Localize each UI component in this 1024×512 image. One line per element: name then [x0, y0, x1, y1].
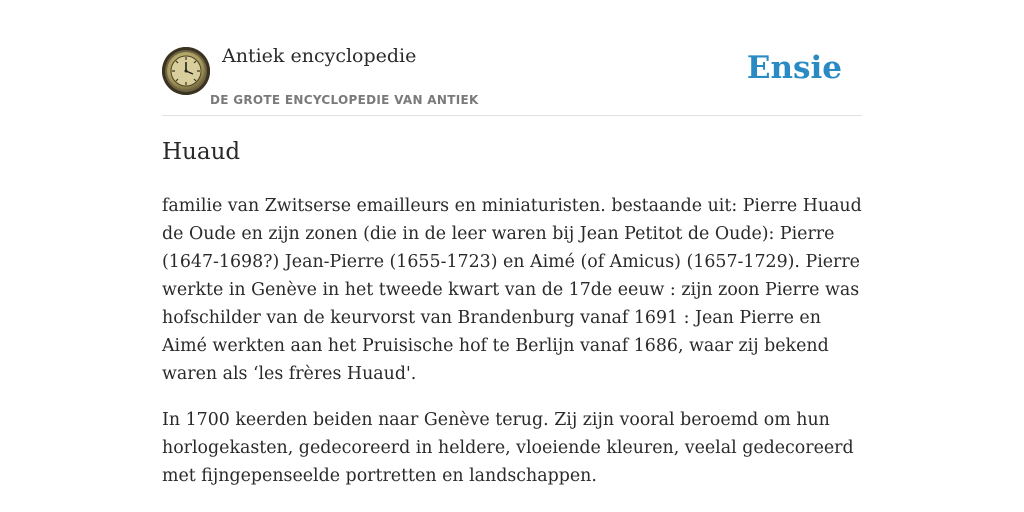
- brand-logo-link[interactable]: Ensie: [746, 50, 842, 86]
- article-paragraph-1: familie van Zwitserse emailleurs en miniaturisten. bestaande uit: Pierre Huaud de Oude en zijn zonen (die in de leer waren bij Jean Petitot de Oude): Pierre (1647-1698?) Jean-Pierre (1655-1723) en Aimé (of Amicus) (1657-1729). Pierre werkte in Genève in het tweede kwart van de 17de eeuw : zijn zoon Pierre was hofschilder van de keurvorst van Brandenburg vanaf 1691 : Jean Pierre en Aimé werkten aan het Pruisische hof te Berlijn vanaf 1686, waar zij bekend waren als ‘les frères Huaud'.: [162, 196, 862, 384]
- antique-clock-icon[interactable]: [162, 47, 210, 95]
- site-title[interactable]: Antiek encyclopedie: [222, 45, 417, 67]
- article-paragraph-2: In 1700 keerden beiden naar Genève terug. Zij zijn vooral beroemd om hun horlogekasten, gedecoreerd in heldere, vloeiende kleuren, veelal gedecoreerd met fijngepenseelde portretten en landschappen.: [162, 410, 854, 486]
- site-subtitle: DE GROTE ENCYCLOPEDIE VAN ANTIEK: [210, 93, 479, 107]
- header-divider: [162, 115, 862, 116]
- article-title: Huaud: [162, 139, 241, 165]
- article-body: [162, 192, 862, 508]
